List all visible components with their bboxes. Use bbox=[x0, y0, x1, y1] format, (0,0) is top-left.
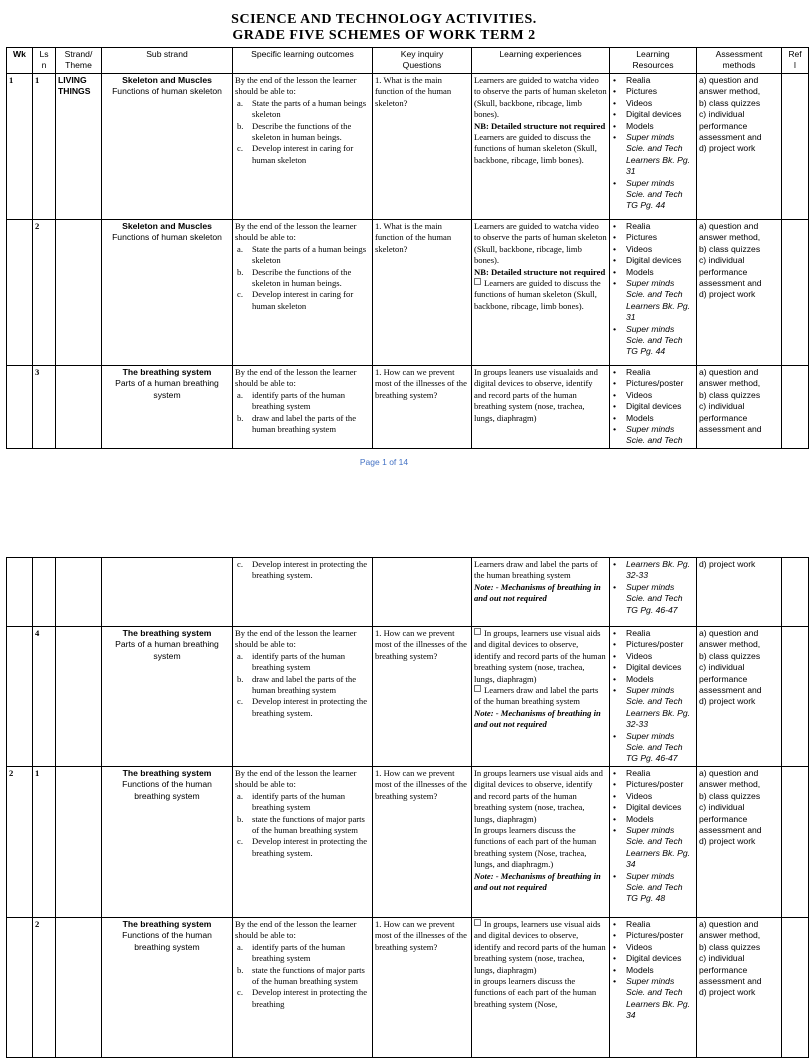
list-item: • Pictures bbox=[612, 86, 694, 97]
list-item: • Videos bbox=[612, 390, 694, 401]
reflection-cell bbox=[782, 558, 809, 627]
schemes-table-page-1 bbox=[6, 47, 809, 449]
list-item: draw and label the parts of the human breathing system bbox=[252, 673, 357, 696]
outcomes-cell: By the end of the lesson the learner should be able to: identify parts of the human breathing system state the functions of major parts of the human breathing system Develop interest in protecting the breathing system. bbox=[233, 767, 373, 918]
list-item: • Super minds Scie. and Tech TG Pg. 46-47 bbox=[612, 582, 694, 616]
list-item: • Super minds Scie. and Tech TG Pg. 44 bbox=[612, 324, 694, 358]
experiences-cell: In groups learners use visual aids and digital devices to observe, identify and record parts of the human breathing system (nose, trachea, lungs, diaphragm) In groups learners discuss the functions of each part of the human breathing system (Nose, trachea, lungs, and diaphragm.) Note: - Mechanisms of breathing in and out not required bbox=[472, 767, 610, 918]
list-item: • Realia bbox=[612, 221, 694, 232]
list-item: • Digital devices bbox=[612, 109, 694, 120]
list-item: • Realia bbox=[612, 367, 694, 378]
list-item: • Pictures/poster bbox=[612, 779, 694, 790]
list-item: • Digital devices bbox=[612, 401, 694, 412]
sub-strand-cell: Skeleton and Muscles Functions of human skeleton bbox=[102, 220, 233, 366]
list-item: • Pictures/poster bbox=[612, 930, 694, 941]
list-item: • Models bbox=[612, 267, 694, 278]
strand-cell bbox=[56, 767, 102, 918]
inquiry-cell: 1. What is the main function of the human skeleton? bbox=[373, 74, 472, 220]
assessment-cell: a) question and answer method, b) class quizzes c) individual performance assessment and d) project work bbox=[697, 767, 782, 918]
list-item: • Super minds Scie. and Tech TG Pg. 44 bbox=[612, 178, 694, 212]
sub-strand-cell: The breathing system Functions of the human breathing system bbox=[102, 918, 233, 1058]
week-cell bbox=[7, 366, 33, 449]
list-item: • Digital devices bbox=[612, 802, 694, 813]
header-learning-resources: Learning Resources bbox=[610, 48, 697, 74]
strand-cell bbox=[56, 918, 102, 1058]
list-item: • Pictures/poster bbox=[612, 378, 694, 389]
lesson-cell: 3 bbox=[33, 366, 56, 449]
list-item: • Super minds Scie. and Tech Learners Bk. Pg. 31 bbox=[612, 132, 694, 178]
table-header-row bbox=[7, 48, 809, 74]
assessment-cell: a) question and answer method, b) class quizzes c) individual performance assessment and d) project work bbox=[697, 918, 782, 1058]
reflection-cell bbox=[782, 918, 809, 1058]
lesson-cell: 1 bbox=[33, 74, 56, 220]
reflection-cell bbox=[782, 627, 809, 767]
outcomes-cell bbox=[233, 558, 373, 627]
header-assessment-methods: Assessment methods bbox=[697, 48, 782, 74]
list-item: identify parts of the human breathing system bbox=[252, 790, 346, 813]
list-item: Describe the functions of the skeleton in human beings. bbox=[252, 120, 352, 143]
header-inquiry-questions: Key inquiry Questions bbox=[373, 48, 472, 74]
strand-cell bbox=[56, 366, 102, 449]
sub-strand-cell bbox=[102, 558, 233, 627]
list-item: draw and label the parts of the human breathing system bbox=[252, 412, 357, 435]
list-item: • Videos bbox=[612, 651, 694, 662]
resources-cell bbox=[610, 220, 697, 366]
lesson-cell: 1 bbox=[33, 767, 56, 918]
checkbox-glyph-icon bbox=[474, 919, 481, 926]
document-subtitle: GRADE FIVE SCHEMES OF WORK TERM 2 bbox=[232, 28, 536, 43]
experiences-cell: In groups, learners use visual aids and digital devices to observe, identify and record parts of the human breathing system (nose, trachea, lungs, diaphragm) in groups learners discuss the functions of each part of the human breathing system (Nose, bbox=[472, 918, 610, 1058]
list-item: • Models bbox=[612, 121, 694, 132]
week-cell bbox=[7, 918, 33, 1058]
list-item: state the functions of major parts of the human breathing system bbox=[252, 813, 365, 836]
lesson-cell: 2 bbox=[33, 220, 56, 366]
resources-cell bbox=[610, 767, 697, 918]
experiences-cell: Learners draw and label the parts of the human breathing system Note: - Mechanisms of breathing in and out not required bbox=[472, 558, 610, 627]
table-row bbox=[7, 627, 809, 767]
list-item: state the functions of major parts of the human breathing system bbox=[252, 964, 365, 987]
list-item: • Learners Bk. Pg. 32-33 bbox=[612, 559, 694, 582]
assessment-cell: a) question and answer method, b) class quizzes c) individual performance assessment and d) project work bbox=[697, 220, 782, 366]
outcomes-cell: By the end of the lesson the learner should be able to: State the parts of a human beings skeleton Describe the functions of the skeleton in human beings. Develop interest in caring for human skeleton bbox=[233, 220, 373, 366]
list-item: • Models bbox=[612, 814, 694, 825]
list-item: • Videos bbox=[612, 244, 694, 255]
list-item: • Models bbox=[612, 413, 694, 424]
reflection-cell bbox=[782, 74, 809, 220]
list-item: Develop interest in protecting the breathing system. bbox=[252, 836, 368, 858]
assessment-cell: a) question and answer method, b) class quizzes c) individual performance assessment and bbox=[697, 366, 782, 449]
list-item: • Realia bbox=[612, 75, 694, 86]
list-item: • Super minds Scie. and Tech TG Pg. 46-47 bbox=[612, 731, 694, 765]
sub-strand-cell: The breathing system Functions of the human breathing system bbox=[102, 767, 233, 918]
inquiry-cell: 1. What is the main function of the human skeleton? bbox=[373, 220, 472, 366]
week-cell bbox=[7, 627, 33, 767]
document-title: SCIENCE AND TECHNOLOGY ACTIVITIES. bbox=[231, 12, 537, 27]
sub-strand-cell: The breathing system Parts of a human breathing system bbox=[102, 366, 233, 449]
sub-strand-cell: Skeleton and Muscles Functions of human skeleton bbox=[102, 74, 233, 220]
header-learning-outcomes: Specific learning outcomes bbox=[233, 48, 373, 74]
list-item: State the parts of a human beings skeleton bbox=[252, 243, 367, 266]
page-number: Page 1 of 14 bbox=[359, 457, 409, 467]
table-row bbox=[7, 918, 809, 1058]
header-lesson: Ls n bbox=[33, 48, 56, 74]
inquiry-cell bbox=[373, 558, 472, 627]
list-item: • Super minds Scie. and Tech bbox=[612, 424, 694, 447]
list-item: • Realia bbox=[612, 768, 694, 779]
assessment-cell: a) question and answer method, b) class quizzes c) individual performance assessment and d) project work bbox=[697, 74, 782, 220]
resources-cell bbox=[610, 366, 697, 449]
checkbox-glyph-icon bbox=[474, 628, 481, 635]
list-item: • Models bbox=[612, 965, 694, 976]
week-cell bbox=[7, 220, 33, 366]
list-item: • Videos bbox=[612, 942, 694, 953]
experiences-cell: In groups, learners use visual aids and digital devices to observe, identify and record parts of the human breathing system (nose, trachea, lungs, diaphragm) Learners draw and label the parts of the human breathing system Note: - Mechanisms of breathing in and out not required bbox=[472, 627, 610, 767]
header-reflection: Ref l bbox=[782, 48, 809, 74]
week-cell: 1 bbox=[7, 74, 33, 220]
schemes-table-page-2 bbox=[6, 557, 809, 1058]
list-item: • Videos bbox=[612, 98, 694, 109]
lesson-cell: 2 bbox=[33, 918, 56, 1058]
list-item: identify parts of the human breathing system bbox=[252, 650, 346, 673]
header-strand: Strand/ Theme bbox=[56, 48, 102, 74]
list-item: Develop interest in protecting the breathing bbox=[252, 987, 368, 1009]
week-cell bbox=[7, 558, 33, 627]
list-item: • Digital devices bbox=[612, 953, 694, 964]
inquiry-cell: 1. How can we prevent most of the illnesses of the breathing system? bbox=[373, 918, 472, 1058]
list-item: Describe the functions of the skeleton in human beings. bbox=[252, 266, 352, 289]
lesson-cell bbox=[33, 558, 56, 627]
lesson-cell: 4 bbox=[33, 627, 56, 767]
header-sub-strand: Sub strand bbox=[102, 48, 233, 74]
list-item: • Super minds Scie. and Tech TG Pg. 48 bbox=[612, 871, 694, 905]
outcomes-cell: By the end of the lesson the learner should be able to: State the parts of a human beings skeleton Describe the functions of the skeleton in human beings. Develop interest in caring for human skeleton bbox=[233, 74, 373, 220]
list-item: Develop interest in protecting the breathing system. bbox=[252, 559, 368, 581]
table-row bbox=[7, 74, 809, 220]
header-learning-experiences: Learning experiences bbox=[472, 48, 610, 74]
strand-cell bbox=[56, 627, 102, 767]
reflection-cell bbox=[782, 220, 809, 366]
outcomes-cell: By the end of the lesson the learner should be able to: identify parts of the human breathing system state the functions of major parts of the human breathing system Develop interest in protecting the breathing bbox=[233, 918, 373, 1058]
list-item: • Realia bbox=[612, 628, 694, 639]
checkbox-glyph-icon bbox=[474, 685, 481, 692]
assessment-cell: a) question and answer method, b) class quizzes c) individual performance assessment and d) project work bbox=[697, 627, 782, 767]
resources-cell bbox=[610, 918, 697, 1058]
reflection-cell bbox=[782, 366, 809, 449]
strand-cell bbox=[56, 220, 102, 366]
list-item: Develop interest in protecting the breathing system. bbox=[252, 696, 368, 718]
header-wk: Wk bbox=[7, 48, 33, 74]
list-item: • Digital devices bbox=[612, 255, 694, 266]
table-row bbox=[7, 366, 809, 449]
strand-cell bbox=[56, 558, 102, 627]
list-item: Develop interest in caring for human skeleton bbox=[252, 289, 354, 311]
list-item: • Super minds Scie. and Tech Learners Bk. Pg. 34 bbox=[612, 825, 694, 871]
table-row bbox=[7, 767, 809, 918]
list-item: Develop interest in caring for human skeleton bbox=[252, 143, 354, 165]
list-item: • Models bbox=[612, 674, 694, 685]
inquiry-cell: 1. How can we prevent most of the illnesses of the breathing system? bbox=[373, 627, 472, 767]
outcomes-cell: By the end of the lesson the learner should be able to: identify parts of the human breathing system draw and label the parts of the human breathing system bbox=[233, 366, 373, 449]
list-item: • Super minds Scie. and Tech Learners Bk. Pg. 34 bbox=[612, 976, 694, 1022]
table-row bbox=[7, 558, 809, 627]
list-item: State the parts of a human beings skeleton bbox=[252, 97, 367, 120]
table-row bbox=[7, 220, 809, 366]
checkbox-glyph-icon bbox=[474, 278, 481, 285]
list-item: • Digital devices bbox=[612, 662, 694, 673]
inquiry-cell: 1. How can we prevent most of the illnesses of the breathing system? bbox=[373, 366, 472, 449]
list-item: identify parts of the human breathing system bbox=[252, 389, 346, 412]
week-cell: 2 bbox=[7, 767, 33, 918]
outcomes-cell: By the end of the lesson the learner should be able to: identify parts of the human breathing system draw and label the parts of the human breathing system Develop interest in protecting the breathing system. bbox=[233, 627, 373, 767]
list-item: • Super minds Scie. and Tech Learners Bk. Pg. 31 bbox=[612, 278, 694, 324]
resources-cell bbox=[610, 627, 697, 767]
list-item: • Pictures/poster bbox=[612, 639, 694, 650]
reflection-cell bbox=[782, 767, 809, 918]
list-item: • Super minds Scie. and Tech Learners Bk. Pg. 32-33 bbox=[612, 685, 694, 731]
experiences-cell: Learners are guided to watcha video to observe the parts of human skeleton (Skull, backbone, ribcage, limb bones). NB: Detailed structure not required Learners are guided to discuss the functions of human skeleton (Skull, backbone, ribcage, limb bones). bbox=[472, 220, 610, 366]
list-item: identify parts of the human breathing system bbox=[252, 941, 346, 964]
strand-cell: LIVING THINGS bbox=[56, 74, 102, 220]
inquiry-cell: 1. How can we prevent most of the illnesses of the breathing system? bbox=[373, 767, 472, 918]
sub-strand-cell: The breathing system Parts of a human breathing system bbox=[102, 627, 233, 767]
experiences-cell: In groups leaners use visualaids and digital devices to observe, identify and record parts of the human breathing system (nose, trachea, lungs, diaphragm) bbox=[472, 366, 610, 449]
resources-cell bbox=[610, 74, 697, 220]
resources-cell bbox=[610, 558, 697, 627]
assessment-cell: d) project work bbox=[697, 558, 782, 627]
list-item: • Realia bbox=[612, 919, 694, 930]
experiences-cell: Learners are guided to watcha video to observe the parts of human skeleton (Skull, backbone, ribcage, limb bones). NB: Detailed structure not required Learners are guided to discuss the functions of human skeleton (Skull, backbone, ribcage, limb bones). bbox=[472, 74, 610, 220]
list-item: • Videos bbox=[612, 791, 694, 802]
list-item: • Pictures bbox=[612, 232, 694, 243]
